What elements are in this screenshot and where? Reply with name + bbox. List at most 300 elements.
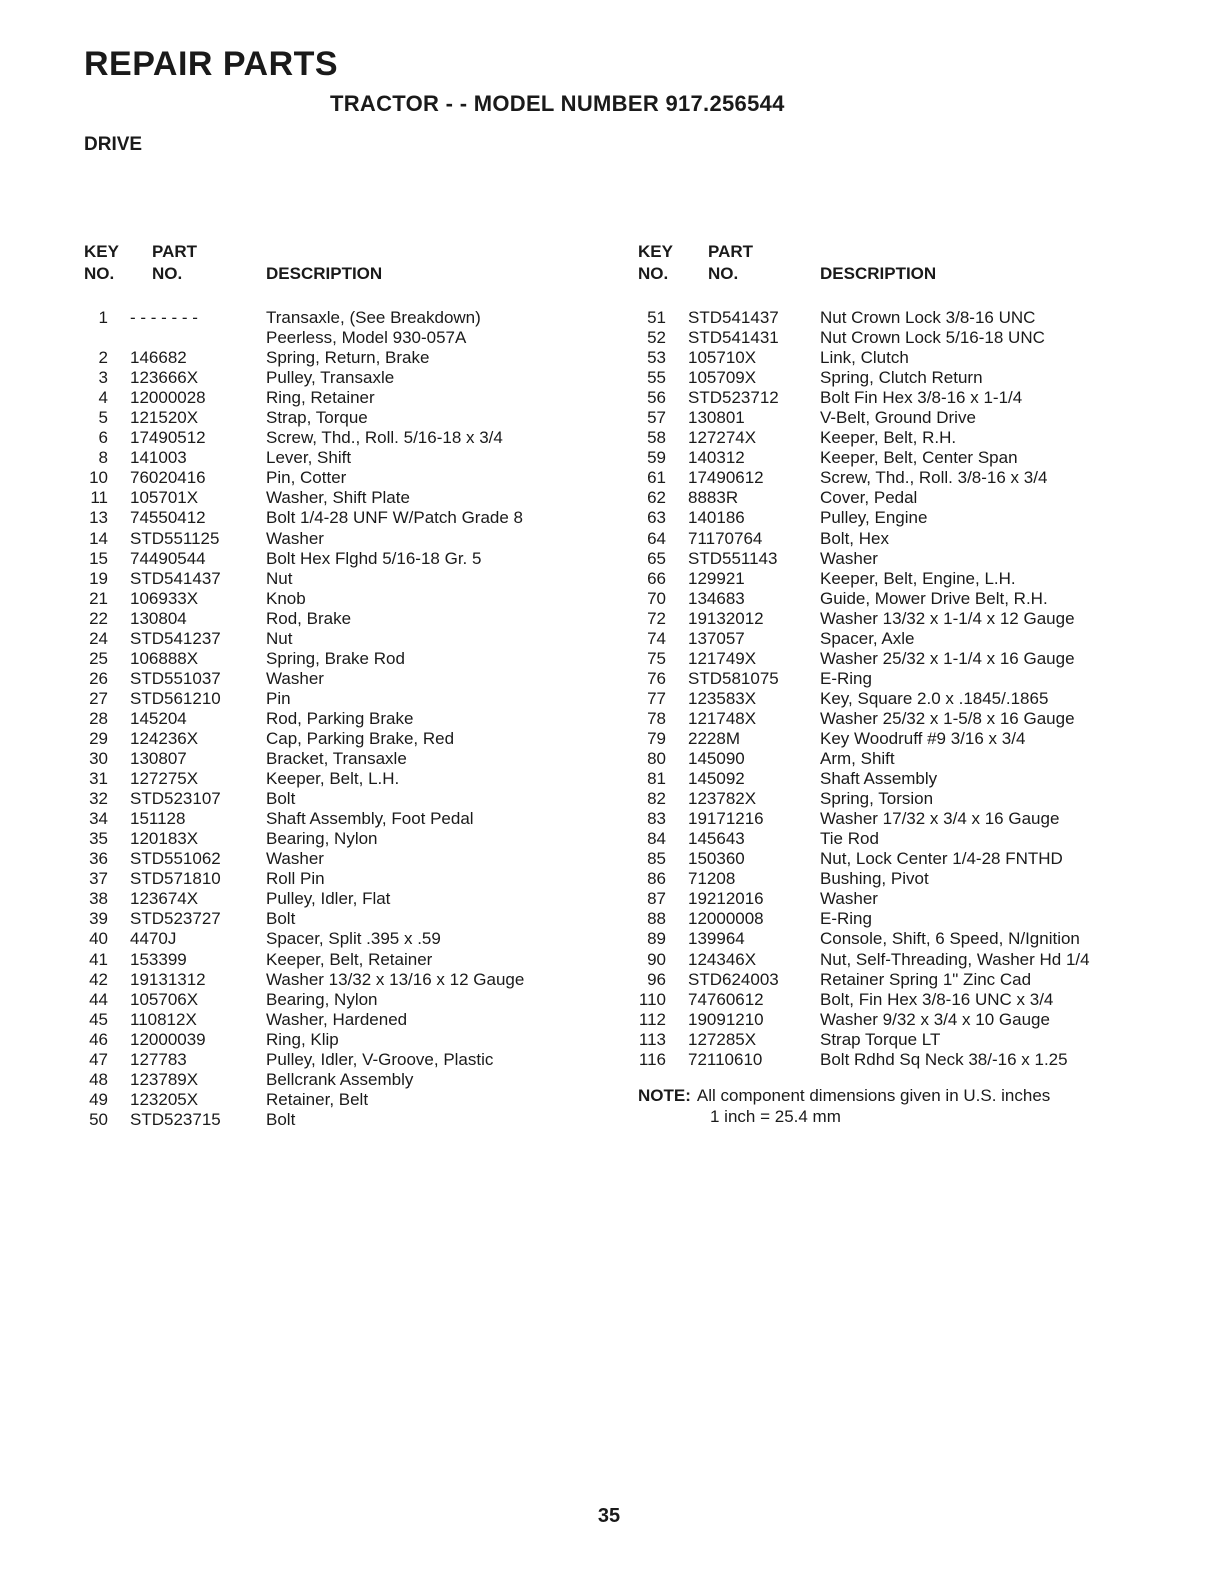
table-row (638, 348, 1148, 368)
key-number: 3 (98, 368, 108, 388)
part-number: 105709X (688, 368, 757, 388)
part-description: Keeper, Belt, L.H. (266, 769, 400, 789)
part-number: 106933X (130, 588, 199, 608)
part-description: E-Ring (820, 668, 872, 688)
table-row (638, 589, 1148, 609)
part-description: Bolt (266, 1109, 296, 1129)
table-row (84, 308, 604, 328)
table-row (84, 609, 604, 629)
key-number: 21 (89, 588, 108, 608)
table-row (84, 448, 604, 468)
table-row (638, 529, 1148, 549)
key-number: 75 (647, 648, 666, 668)
part-description: Washer 9/32 x 3/4 x 10 Gauge (820, 1009, 1050, 1029)
table-row (638, 990, 1148, 1010)
table-row (638, 428, 1148, 448)
table-row (84, 1010, 604, 1030)
table-row (84, 749, 604, 769)
part-description: Washer 13/32 x 1-1/4 x 12 Gauge (820, 608, 1075, 628)
part-description: Strap Torque LT (820, 1029, 941, 1049)
part-description: Retainer, Belt (266, 1089, 369, 1109)
header-part-line1: PART (708, 242, 754, 261)
key-number: 36 (89, 849, 108, 869)
part-number: 4470J (130, 929, 177, 949)
table-row (638, 970, 1148, 990)
part-description: Ring, Klip (266, 1029, 339, 1049)
key-number: 44 (89, 989, 108, 1009)
table-row (84, 488, 604, 508)
part-number: 127274X (688, 428, 757, 448)
part-number: 19132012 (688, 608, 764, 628)
key-number: 2 (98, 348, 108, 368)
table-row (84, 889, 604, 909)
table-body-left (84, 308, 604, 1130)
key-number: 28 (89, 708, 108, 728)
part-number: 146682 (130, 348, 187, 368)
parts-table-left (84, 242, 604, 1130)
key-number: 96 (647, 969, 666, 989)
part-number: 123583X (688, 688, 757, 708)
table-row (638, 729, 1148, 749)
key-number: 10 (89, 468, 108, 488)
key-number: 61 (647, 468, 666, 488)
table-row (84, 769, 604, 789)
header-key-line2: NO. (638, 264, 669, 283)
part-number: 110812X (130, 1009, 197, 1029)
part-description: Keeper, Belt, R.H. (820, 428, 957, 448)
key-number: 84 (647, 829, 666, 849)
table-row (638, 1010, 1148, 1030)
part-description: Washer (266, 668, 324, 688)
part-description: Bolt, Fin Hex 3/8-16 UNC x 3/4 (820, 989, 1054, 1009)
part-description: Keeper, Belt, Center Span (820, 448, 1018, 468)
key-number: 79 (647, 728, 666, 748)
part-number: 19212016 (688, 889, 764, 909)
note-line1: All component dimensions given in U.S. inches (696, 1086, 1051, 1105)
table-row (638, 929, 1148, 949)
key-number: 48 (89, 1069, 108, 1089)
part-description: Washer (266, 528, 324, 548)
part-description: Rod, Parking Brake (266, 708, 414, 728)
part-number: 17490612 (688, 468, 764, 488)
key-number: 41 (89, 949, 108, 969)
header-description: DESCRIPTION (266, 264, 383, 283)
part-number: 124346X (688, 949, 757, 969)
key-number: 58 (647, 428, 666, 448)
part-description: Nut Crown Lock 3/8-16 UNC (820, 308, 1036, 327)
part-number: STD523727 (130, 909, 221, 929)
key-number: 19 (89, 568, 108, 588)
key-number: 8 (98, 448, 108, 468)
part-description: V-Belt, Ground Drive (820, 408, 976, 428)
table-row (84, 789, 604, 809)
key-number: 47 (89, 1049, 108, 1069)
key-number: 57 (647, 408, 666, 428)
part-description: Bushing, Pivot (820, 869, 929, 889)
key-number: 55 (647, 368, 666, 388)
table-row (638, 849, 1148, 869)
note-line2: 1 inch = 25.4 mm (710, 1107, 841, 1126)
part-description: Arm, Shift (820, 749, 895, 769)
header-part-line2: NO. (708, 264, 739, 283)
key-number: 56 (647, 388, 666, 408)
part-number: 127285X (688, 1029, 757, 1049)
note-label: NOTE: (638, 1086, 691, 1105)
table-row (638, 368, 1148, 388)
dimension-note (638, 1086, 1051, 1126)
key-number: 90 (647, 949, 666, 969)
parts-table-right (638, 242, 1148, 1070)
table-row (84, 809, 604, 829)
table-row (638, 709, 1148, 729)
table-row (84, 909, 604, 929)
key-number: 87 (647, 889, 666, 909)
part-description: Spacer, Axle (820, 628, 915, 648)
part-number: 141003 (130, 448, 187, 468)
part-description: Link, Clutch (820, 348, 909, 368)
part-number: STD523715 (130, 1109, 221, 1129)
header-key-line1: KEY (638, 242, 673, 261)
table-row (84, 849, 604, 869)
table-row (84, 428, 604, 448)
part-description: Guide, Mower Drive Belt, R.H. (820, 588, 1048, 608)
key-number: 65 (647, 548, 666, 568)
key-number: 80 (647, 749, 666, 769)
part-number: 123205X (130, 1089, 199, 1109)
part-description: Keeper, Belt, Retainer (266, 949, 433, 969)
part-number: 8883R (688, 488, 739, 508)
table-row (638, 609, 1148, 629)
part-description: Screw, Thd., Roll. 5/16-18 x 3/4 (266, 428, 503, 448)
key-number: 31 (89, 769, 108, 789)
part-number: STD541437 (130, 568, 221, 588)
key-number: 34 (89, 809, 108, 829)
part-description: Washer (820, 889, 878, 909)
page-number: 35 (597, 1505, 621, 1527)
key-number: 39 (89, 909, 108, 929)
part-number: 134683 (688, 588, 745, 608)
part-description: Bearing, Nylon (266, 989, 378, 1009)
part-description: Nut (266, 628, 293, 648)
key-number: 13 (89, 508, 108, 528)
part-number: 121748X (688, 708, 757, 728)
part-number: STD551037 (130, 668, 221, 688)
table-row (84, 869, 604, 889)
key-number: 81 (647, 769, 666, 789)
key-number: 6 (98, 428, 108, 448)
table-row (84, 709, 604, 729)
part-number: STD561210 (130, 688, 221, 708)
key-number: 1 (98, 308, 108, 327)
table-row (638, 689, 1148, 709)
part-number: 145643 (688, 829, 745, 849)
key-number: 59 (647, 448, 666, 468)
key-number: 51 (647, 308, 666, 327)
part-description: Bolt Hex Flghd 5/16-18 Gr. 5 (266, 548, 482, 568)
part-description: Nut Crown Lock 5/16-18 UNC (820, 328, 1045, 348)
table-row (638, 569, 1148, 589)
part-description: Washer 25/32 x 1-5/8 x 16 Gauge (820, 708, 1075, 728)
part-description: Bolt 1/4-28 UNF W/Patch Grade 8 (266, 508, 523, 528)
part-number: STD523107 (130, 789, 221, 809)
part-number: - - - - - - - (130, 308, 198, 327)
part-number: 127275X (130, 769, 199, 789)
table-row (84, 629, 604, 649)
part-number: 150360 (688, 849, 745, 869)
key-number: 89 (647, 929, 666, 949)
table-row (638, 468, 1148, 488)
part-number: 17490512 (130, 428, 206, 448)
table-row (84, 468, 604, 488)
part-description: Pulley, Engine (820, 508, 928, 528)
table-row (638, 649, 1148, 669)
part-number: 105701X (130, 488, 199, 508)
part-number: 121749X (688, 648, 757, 668)
key-number: 50 (89, 1109, 108, 1129)
key-number: 32 (89, 789, 108, 809)
table-row (84, 929, 604, 949)
key-number: 4 (98, 388, 108, 408)
key-number: 29 (89, 728, 108, 748)
part-number: 140186 (688, 508, 745, 528)
table-row (638, 308, 1148, 328)
table-row (638, 809, 1148, 829)
table-row (84, 1110, 604, 1130)
part-description: Lever, Shift (266, 448, 352, 468)
key-number: 15 (89, 548, 108, 568)
table-row (638, 549, 1148, 569)
part-description: Retainer Spring 1" Zinc Cad (820, 969, 1032, 989)
table-row (638, 328, 1148, 348)
part-number: STD624003 (688, 969, 779, 989)
table-row (84, 1070, 604, 1090)
table-row (84, 970, 604, 990)
part-description: Roll Pin (266, 869, 325, 889)
part-description: Nut, Self-Threading, Washer Hd 1/4 (820, 949, 1090, 969)
part-description: E-Ring (820, 909, 872, 929)
key-number: 38 (89, 889, 108, 909)
part-number: 124236X (130, 728, 199, 748)
table-row (638, 769, 1148, 789)
part-number: 145090 (688, 749, 745, 769)
part-description: Pin (266, 688, 291, 708)
table-row (84, 669, 604, 689)
table-row (84, 589, 604, 609)
page-title: REPAIR PARTS (84, 45, 339, 83)
part-number: 145092 (688, 769, 745, 789)
table-row (84, 829, 604, 849)
part-description: Bolt Rdhd Sq Neck 38/-16 x 1.25 (820, 1049, 1068, 1069)
model-subtitle: TRACTOR - - MODEL NUMBER 917.256544 (330, 91, 785, 116)
key-number: 77 (647, 688, 666, 708)
table-row (638, 408, 1148, 428)
key-number: 63 (647, 508, 666, 528)
part-number: 105706X (130, 989, 199, 1009)
table-header-left (84, 242, 604, 288)
part-number: 71208 (688, 869, 736, 889)
part-number: 71170764 (688, 528, 763, 548)
part-description: Bolt (266, 909, 296, 929)
part-number: 130801 (688, 408, 745, 428)
part-number: 139964 (688, 929, 745, 949)
section-heading: DRIVE (84, 134, 143, 155)
part-number: 72110610 (688, 1049, 763, 1069)
part-description: Bolt, Hex (820, 528, 889, 548)
part-description: Cover, Pedal (820, 488, 918, 508)
key-number: 64 (647, 528, 666, 548)
part-description: Key, Square 2.0 x .1845/.1865 (820, 688, 1049, 708)
part-description: Transaxle, (See Breakdown) (266, 308, 481, 327)
key-number: 5 (98, 408, 108, 428)
key-number: 52 (647, 328, 666, 348)
table-row (638, 508, 1148, 528)
part-description: Shaft Assembly (820, 769, 938, 789)
part-description: Spring, Brake Rod (266, 648, 405, 668)
part-description: Washer 13/32 x 13/16 x 12 Gauge (266, 969, 525, 989)
table-row (638, 1030, 1148, 1050)
key-number: 62 (647, 488, 666, 508)
part-number: 74490544 (130, 548, 206, 568)
table-body-right (638, 308, 1148, 1070)
key-number: 25 (89, 648, 108, 668)
table-row (638, 869, 1148, 889)
key-number: 53 (647, 348, 666, 368)
key-number: 26 (89, 668, 108, 688)
part-description: Spacer, Split .395 x .59 (266, 929, 441, 949)
table-row (638, 1050, 1148, 1070)
part-description: Pulley, Idler, V-Groove, Plastic (266, 1049, 494, 1069)
table-row (638, 909, 1148, 929)
key-number: 14 (89, 528, 108, 548)
table-header-right (638, 242, 1148, 288)
part-number: 19131312 (130, 969, 206, 989)
part-number: 153399 (130, 949, 187, 969)
key-number: 70 (647, 588, 666, 608)
key-number: 27 (89, 688, 108, 708)
part-description: Washer (820, 548, 878, 568)
part-number: STD541437 (688, 308, 779, 327)
key-number: 83 (647, 809, 666, 829)
part-number: STD571810 (130, 869, 221, 889)
part-number: STD523712 (688, 388, 779, 408)
key-number: 37 (89, 869, 108, 889)
table-row (84, 689, 604, 709)
part-description: Nut, Lock Center 1/4-28 FNTHD (820, 849, 1063, 869)
part-description: Knob (266, 588, 306, 608)
part-description: Washer 17/32 x 3/4 x 16 Gauge (820, 809, 1060, 829)
part-description: Pulley, Transaxle (266, 368, 395, 388)
part-number: 2228M (688, 728, 740, 748)
part-number: 76020416 (130, 468, 206, 488)
part-number: 123789X (130, 1069, 199, 1089)
part-description: Screw, Thd., Roll. 3/8-16 x 3/4 (820, 468, 1048, 488)
part-number: 74550412 (130, 508, 206, 528)
part-description: Washer 25/32 x 1-1/4 x 16 Gauge (820, 648, 1075, 668)
part-description: Pin, Cotter (266, 468, 347, 488)
table-row (84, 368, 604, 388)
key-number: 116 (638, 1049, 666, 1069)
part-number: 12000028 (130, 388, 206, 408)
table-row (638, 789, 1148, 809)
part-number: STD551143 (688, 548, 778, 568)
part-description: Tie Rod (820, 829, 879, 849)
part-number: 74760612 (688, 989, 764, 1009)
key-number: 85 (647, 849, 666, 869)
part-number: 123674X (130, 889, 199, 909)
part-description: Strap, Torque (266, 408, 368, 428)
part-description: Spring, Return, Brake (266, 348, 430, 368)
part-description: Bracket, Transaxle (266, 749, 407, 769)
table-row (84, 508, 604, 528)
header-key-line2: NO. (84, 264, 115, 283)
table-row (84, 348, 604, 368)
key-number: 88 (647, 909, 666, 929)
part-description: Washer (266, 849, 324, 869)
key-number: 78 (647, 708, 666, 728)
table-row (84, 328, 604, 348)
part-number: 145204 (130, 708, 187, 728)
part-number: STD541237 (130, 628, 221, 648)
part-number: 123666X (130, 368, 199, 388)
table-row (638, 829, 1148, 849)
part-description: Peerless, Model 930-057A (266, 328, 467, 348)
key-number: 42 (89, 969, 108, 989)
part-number: 106888X (130, 648, 199, 668)
part-number: 121520X (130, 408, 199, 428)
part-number: 19091210 (688, 1009, 764, 1029)
part-number: STD551125 (130, 528, 220, 548)
part-number: 130807 (130, 749, 187, 769)
key-number: 30 (89, 749, 108, 769)
part-number: 137057 (688, 628, 745, 648)
part-description: Bolt (266, 789, 296, 809)
part-number: 105710X (688, 348, 757, 368)
table-row (84, 1090, 604, 1110)
header-part-line2: NO. (152, 264, 183, 283)
part-description: Pulley, Idler, Flat (266, 889, 391, 909)
key-number: 76 (647, 668, 666, 688)
key-number: 74 (647, 628, 666, 648)
table-row (84, 549, 604, 569)
table-row (638, 749, 1148, 769)
key-number: 72 (647, 608, 666, 628)
table-row (638, 629, 1148, 649)
table-row (638, 448, 1148, 468)
part-description: Bearing, Nylon (266, 829, 378, 849)
part-description: Bellcrank Assembly (266, 1069, 414, 1089)
part-number: STD581075 (688, 668, 779, 688)
key-number: 66 (647, 568, 666, 588)
part-description: Spring, Torsion (820, 789, 934, 809)
part-number: 12000039 (130, 1029, 206, 1049)
part-number: STD551062 (130, 849, 221, 869)
header-key-line1: KEY (84, 242, 119, 261)
part-description: Spring, Clutch Return (820, 368, 983, 388)
part-description: Console, Shift, 6 Speed, N/Ignition (820, 929, 1080, 949)
key-number: 113 (638, 1029, 666, 1049)
table-row (84, 1030, 604, 1050)
key-number: 22 (89, 608, 108, 628)
table-row (84, 649, 604, 669)
part-description: Washer, Shift Plate (266, 488, 410, 508)
table-row (84, 408, 604, 428)
header-description: DESCRIPTION (820, 264, 937, 283)
part-number: 120183X (130, 829, 199, 849)
table-row (638, 889, 1148, 909)
part-description: Keeper, Belt, Engine, L.H. (820, 568, 1016, 588)
table-row (84, 990, 604, 1010)
part-description: Nut (266, 568, 293, 588)
